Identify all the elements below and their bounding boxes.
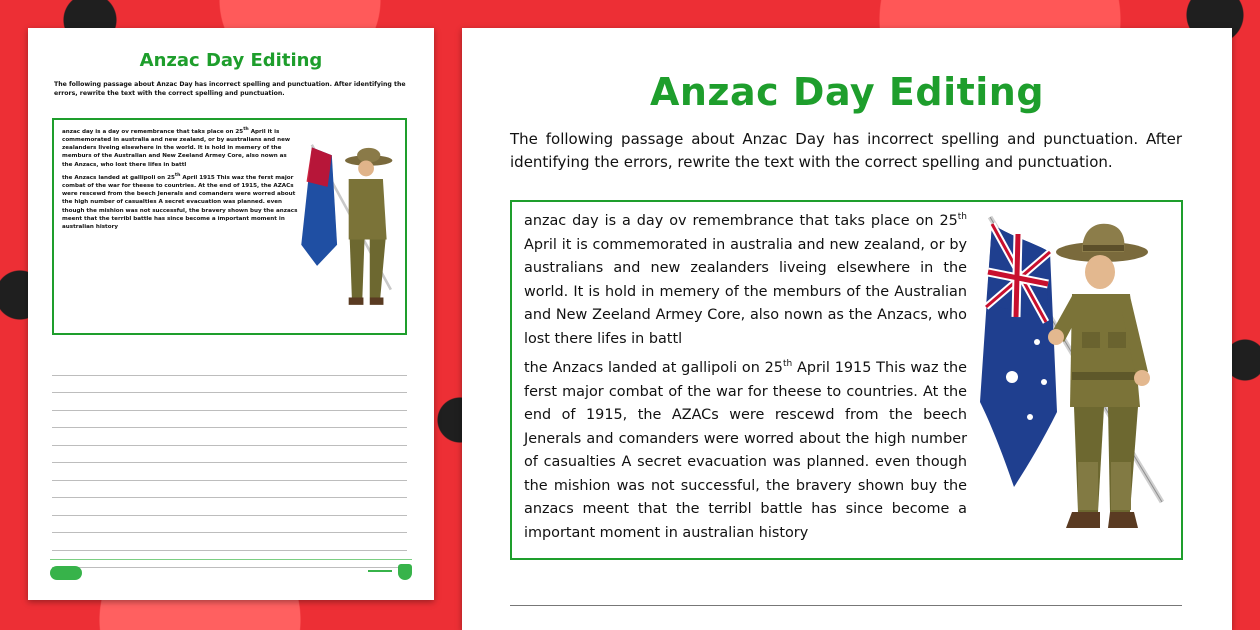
- writing-line: [52, 533, 407, 551]
- writing-line: [52, 376, 407, 394]
- passage-box: [510, 200, 1183, 560]
- thumbnail-passage: [62, 126, 298, 234]
- answer-writing-line: [510, 605, 1182, 606]
- main-page: [462, 28, 1232, 630]
- thumbnail-paragraph-1: anzac day is a day ov remembrance that taks place on 25th April it is commemorated in australia and new zealand, or by australians and new zealanders liveing elsewhere in the world. It is hold in memery of the memburs of the Australian and New Zeeland Armey Core, also nown as the Anzacs, who lost there lifes in battl: [62, 127, 291, 168]
- thumbnail-intro: The following passage about Anzac Day has incorrect spelling and punctuation. After identifying the errors, rewrite the text with the correct spelling and punctuation.: [54, 81, 406, 97]
- thumbnail-writing-lines: [52, 358, 407, 568]
- soldier-illustration-small: [296, 126, 404, 332]
- writing-line: [52, 481, 407, 499]
- thumbnail-page[interactable]: [28, 28, 434, 600]
- twinkl-logo-icon: [50, 566, 82, 580]
- writing-line: [52, 446, 407, 464]
- thumbnail-title: Anzac Day Editing: [139, 50, 323, 71]
- passage-paragraph-2: the Anzacs landed at gallipoli on 25th April 1915 This waz the ferst major combat of the war for theese to countries. At the end of 1915, the AZACs were rescewd from the beech Jenerals and comanders were worred about the high number of casualties A secret evacuation was planned. even though the mishion was not successful, the bravery shown buy the anzacs meent that the terribl battle has since become a important moment in australian history: [524, 359, 967, 541]
- writing-line: [52, 358, 407, 376]
- footer-divider: [50, 559, 412, 560]
- writing-line: [52, 463, 407, 481]
- soldier-illustration: [972, 212, 1177, 552]
- instructions-text: The following passage about Anzac Day has incorrect spelling and punctuation. After identifying the errors, rewrite the text with the correct spelling and punctuation.: [510, 130, 1182, 171]
- thumbnail-passage-box: [52, 118, 407, 335]
- writing-line: [52, 516, 407, 534]
- writing-line: [52, 428, 407, 446]
- passage-text: [524, 210, 967, 551]
- thumbnail-paragraph-2: the Anzacs landed at gallipoli on 25th April 1915 This waz the ferst major combat of the war for theese to countries. At the end of 1915, the AZACs were rescewd from the beech Jenerals and comanders were worred about the high number of casualties A secret evacuation was planned. even though the mishion was not successful, the bravery shown buy the anzacs meent that the terribl battle has since become a important moment in australian history: [62, 172, 298, 230]
- footer-url-mark: [368, 570, 392, 576]
- page-title: Anzac Day Editing: [649, 70, 1045, 114]
- passage-paragraph-1: anzac day is a day ov remembrance that taks place on 25th April it is commemorated in australia and new zealand, or by australians and new zealanders liveing elsewhere in the world. It is hold in memery of the memburs of the Australian and New Zeeland Armey Core, also nown as the Anzacs, who lost there lifes in battl: [524, 212, 967, 347]
- writing-line: [52, 498, 407, 516]
- badge-icon: [398, 564, 412, 580]
- writing-line: [52, 393, 407, 411]
- writing-line: [52, 411, 407, 429]
